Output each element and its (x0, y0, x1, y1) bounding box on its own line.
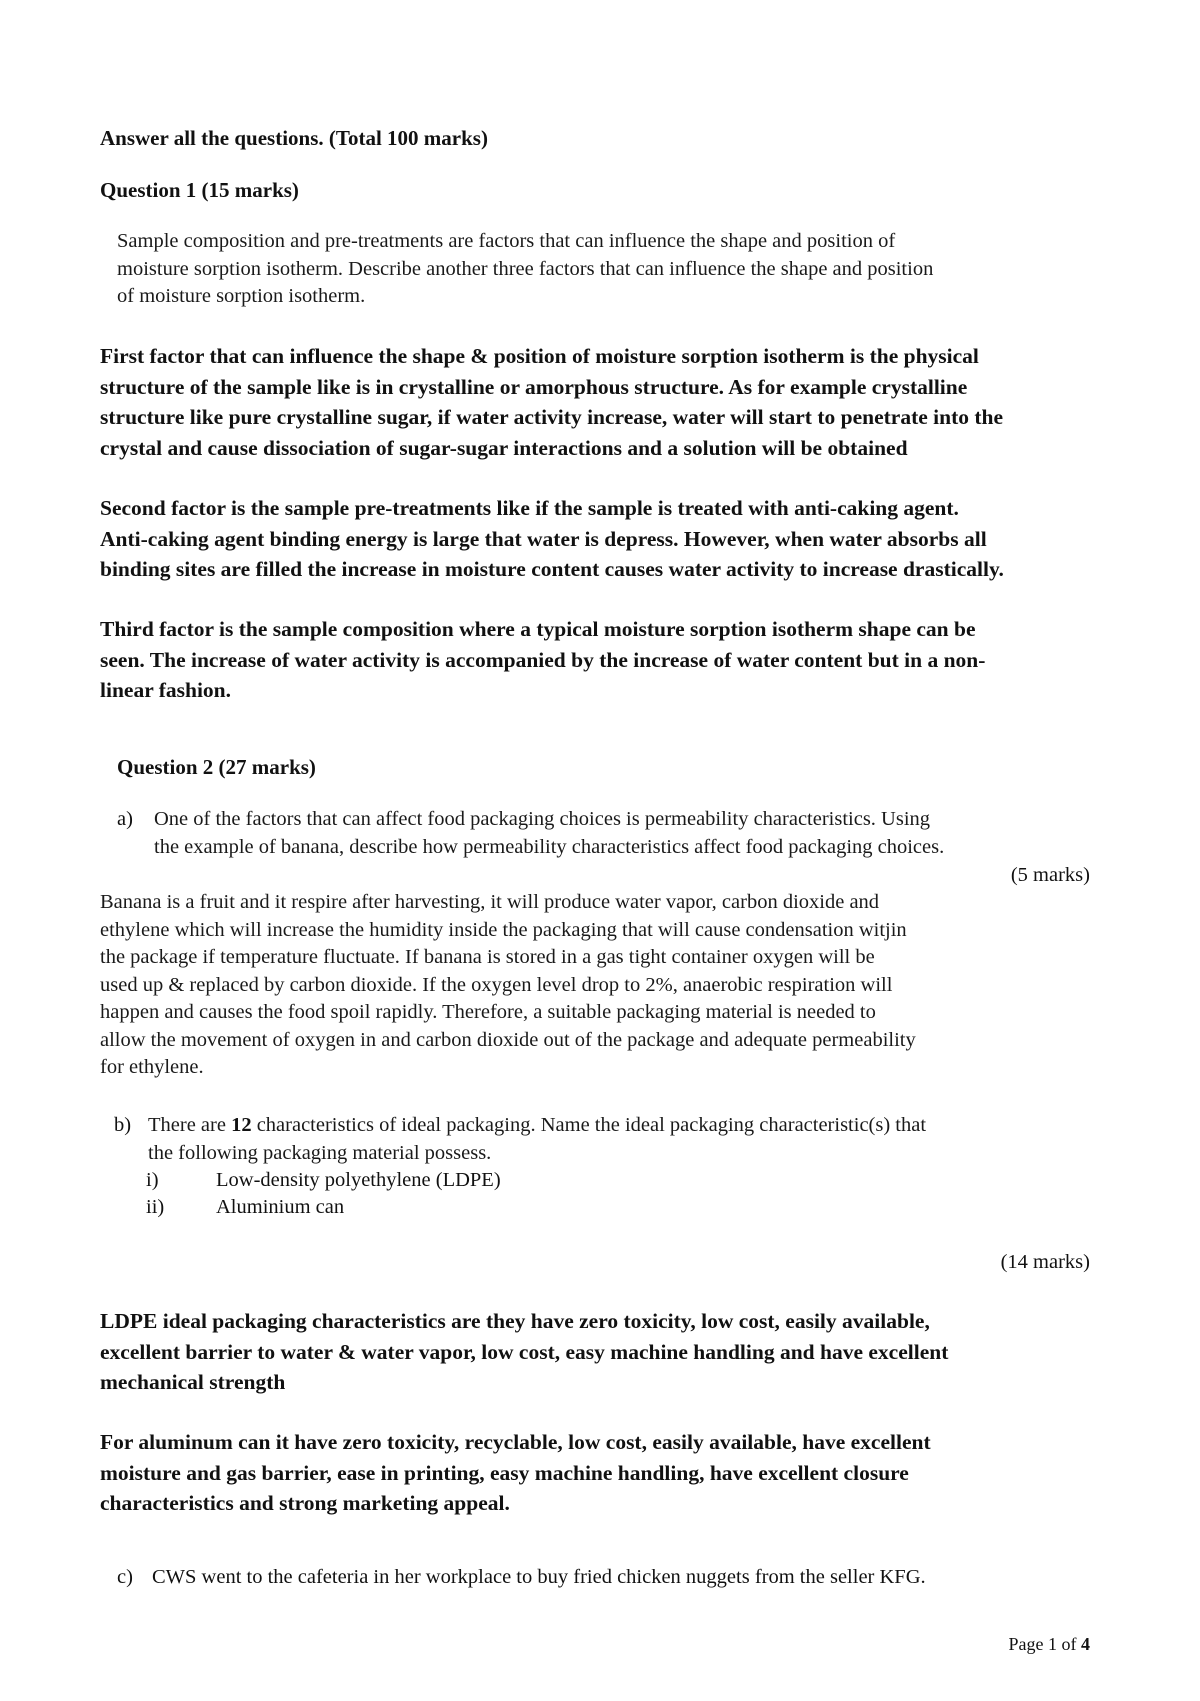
part-b-marker: b) (114, 1114, 132, 1136)
instruction-heading: Answer all the questions. (Total 100 marks) (100, 126, 488, 150)
answer-line: seen. The increase of water activity is accompanied by the increase of water content but in a non- (100, 647, 986, 672)
prompt-text: There are (148, 1114, 232, 1136)
part-c-marker: c) (117, 1566, 133, 1588)
part-b-marks: (14 marks) (1000, 1251, 1090, 1273)
part-a-answer (100, 889, 916, 1082)
answer-line: For aluminum can it have zero toxicity, recyclable, low cost, easily available, have excellent (100, 1430, 931, 1454)
answer-line: Third factor is the sample composition where a typical moisture sorption isotherm shape can be (100, 617, 976, 641)
question-1-prompt (117, 228, 933, 311)
answer-line: happen and causes the food spoil rapidly. Therefore, a suitable packaging material is needed to (100, 1001, 876, 1023)
answer-line: linear fashion. (100, 678, 232, 702)
page-total: 4 (1081, 1634, 1090, 1654)
page-number (1009, 1632, 1090, 1656)
prompt-line (148, 1112, 926, 1140)
item-ii-marker: ii) (146, 1196, 165, 1218)
count-emphasis: 12 (231, 1114, 252, 1136)
question-2-title: Question 2 (27 marks) (117, 755, 316, 779)
answer-line: Anti-caking agent binding energy is large that water is depress. However, when water absorbs all (100, 526, 987, 551)
prompt-line: of moisture sorption isotherm. (117, 285, 366, 307)
prompt-line: One of the factors that can affect food packaging choices is permeability characteristics. Using (154, 808, 931, 830)
answer-line: ethylene which will increase the humidity inside the packaging that will cause condensation witjin (100, 918, 907, 941)
part-a-prompt (154, 806, 944, 861)
answer-line: for ethylene. (100, 1056, 204, 1078)
part-a-marker: a) (117, 808, 133, 830)
prompt-line: the example of banana, describe how permeability characteristics affect food packaging choices. (154, 835, 945, 858)
q1-answer-third-factor (100, 614, 985, 706)
answer-line: used up & replaced by carbon dioxide. If the oxygen level drop to 2%, anaerobic respiration will (100, 973, 893, 996)
answer-line: characteristics and strong marketing appeal. (100, 1491, 510, 1515)
part-b-prompt (148, 1112, 926, 1167)
prompt-line: moisture sorption isotherm. Describe another three factors that can influence the shape and position (117, 257, 934, 280)
part-b-answer-ldpe (100, 1306, 948, 1398)
answer-line: structure like pure crystalline sugar, if water activity increase, water will start to penetrate into the (100, 405, 1004, 429)
answer-line: Banana is a fruit and it respire after harvesting, it will produce water vapor, carbon dioxide and (100, 891, 880, 913)
item-i-marker: i) (146, 1169, 159, 1191)
answer-line: First factor that can influence the shape & position of moisture sorption isotherm is the physical (100, 344, 979, 368)
q1-answer-second-factor (100, 493, 1004, 585)
prompt-line: the following packaging material possess. (148, 1141, 492, 1164)
prompt-line: Sample composition and pre-treatments are factors that can influence the shape and position of (117, 230, 896, 252)
page-label: Page 1 of (1008, 1634, 1081, 1654)
item-ii-text: Aluminium can (216, 1196, 345, 1218)
answer-line: the package if temperature fluctuate. If banana is stored in a gas tight container oxygen will be (100, 946, 875, 968)
part-c-text: CWS went to the cafeteria in her workplace to buy fried chicken nuggets from the seller KFG. (152, 1566, 926, 1588)
answer-line: binding sites are filled the increase in moisture content causes water activity to increase drastically. (100, 557, 1004, 581)
answer-line: structure of the sample like is in crystalline or amorphous structure. As for example crystalline (100, 374, 968, 399)
answer-line: Second factor is the sample pre-treatments like if the sample is treated with anti-caking agent. (100, 496, 959, 520)
answer-line: allow the movement of oxygen in and carbon dioxide out of the package and adequate permeability (100, 1028, 916, 1051)
answer-line: crystal and cause dissociation of sugar-sugar interactions and a solution will be obtained (100, 435, 908, 460)
answer-line: mechanical strength (100, 1370, 286, 1394)
prompt-text: characteristics of ideal packaging. Name the ideal packaging characteristic(s) that (251, 1114, 927, 1136)
q1-answer-first-factor (100, 341, 1003, 463)
item-i-text: Low-density polyethylene (LDPE) (216, 1169, 501, 1191)
part-a-marks: (5 marks) (1010, 864, 1090, 886)
part-b-answer-aluminium (100, 1427, 931, 1519)
answer-line: LDPE ideal packaging characteristics are they have zero toxicity, low cost, easily available, (100, 1309, 930, 1333)
question-1-title: Question 1 (15 marks) (100, 178, 299, 202)
answer-line: excellent barrier to water & water vapor, low cost, easy machine handling and have excellent (100, 1339, 949, 1364)
answer-line: moisture and gas barrier, ease in printing, easy machine handling, have excellent closure (100, 1460, 909, 1485)
